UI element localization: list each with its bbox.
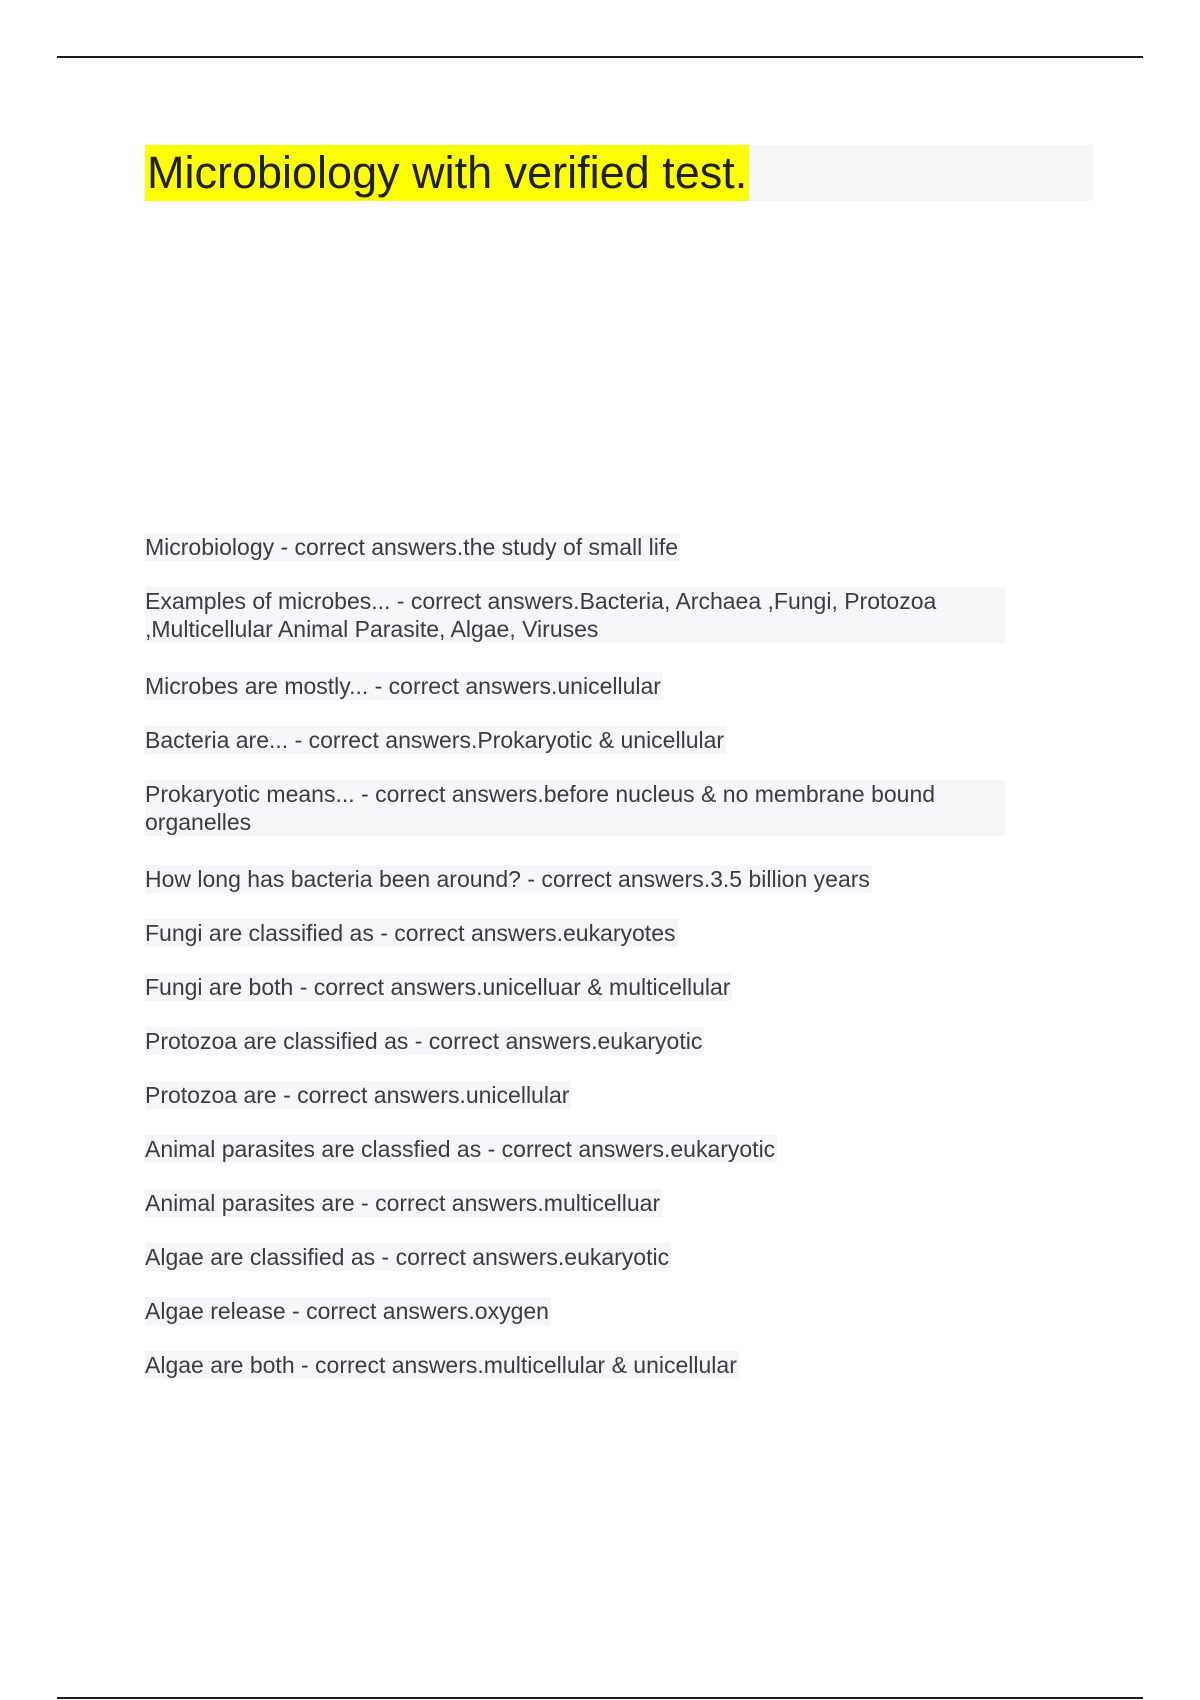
qa-item xyxy=(145,865,1005,893)
qa-text: Animal parasites are - correct answers.multicelluar xyxy=(145,1190,661,1216)
qa-text: Protozoa are classified as - correct answers.eukaryotic xyxy=(145,1028,703,1054)
qa-item xyxy=(145,1243,1005,1271)
qa-text: Microbes are mostly... - correct answers.unicellular xyxy=(145,673,661,699)
qa-item xyxy=(145,587,1005,643)
qa-text: Algae are classified as - correct answers.eukaryotic xyxy=(145,1244,670,1270)
qa-item xyxy=(145,1351,1005,1379)
qa-text: Bacteria are... - correct answers.Prokaryotic & unicellular xyxy=(145,727,725,753)
qa-text: Microbiology - correct answers.the study of small life xyxy=(145,534,679,560)
qa-list xyxy=(145,533,1005,1405)
qa-item xyxy=(145,1297,1005,1325)
qa-item xyxy=(145,919,1005,947)
qa-text: Protozoa are - correct answers.unicellular xyxy=(145,1082,570,1108)
qa-item xyxy=(145,973,1005,1001)
qa-text: Algae release - correct answers.oxygen xyxy=(145,1298,549,1324)
qa-text: Fungi are classified as - correct answers.eukaryotes xyxy=(145,920,676,946)
qa-item xyxy=(145,726,1005,754)
qa-item xyxy=(145,1135,1005,1163)
qa-text: Fungi are both - correct answers.unicelluar & multicellular xyxy=(145,974,731,1000)
qa-text: Algae are both - correct answers.multicellular & unicellular xyxy=(145,1352,737,1378)
qa-text: Animal parasites are classfied as - correct answers.eukaryotic xyxy=(145,1136,776,1162)
qa-text: Examples of microbes... - correct answers.Bacteria, Archaea ,Fungi, Protozoa ,Multicellular Animal Parasite, Algae, Viruses xyxy=(145,587,1005,643)
qa-text: Prokaryotic means... - correct answers.before nucleus & no membrane bound organelles xyxy=(145,780,1005,836)
top-rule xyxy=(57,56,1143,58)
qa-item xyxy=(145,1027,1005,1055)
qa-text: How long has bacteria been around? - correct answers.3.5 billion years xyxy=(145,866,870,892)
qa-item xyxy=(145,533,1005,561)
qa-item xyxy=(145,780,1005,836)
document-title: Microbiology with verified test. xyxy=(145,145,749,201)
qa-item xyxy=(145,672,1005,700)
qa-item xyxy=(145,1189,1005,1217)
qa-item xyxy=(145,1081,1005,1109)
bottom-rule xyxy=(57,1697,1143,1699)
